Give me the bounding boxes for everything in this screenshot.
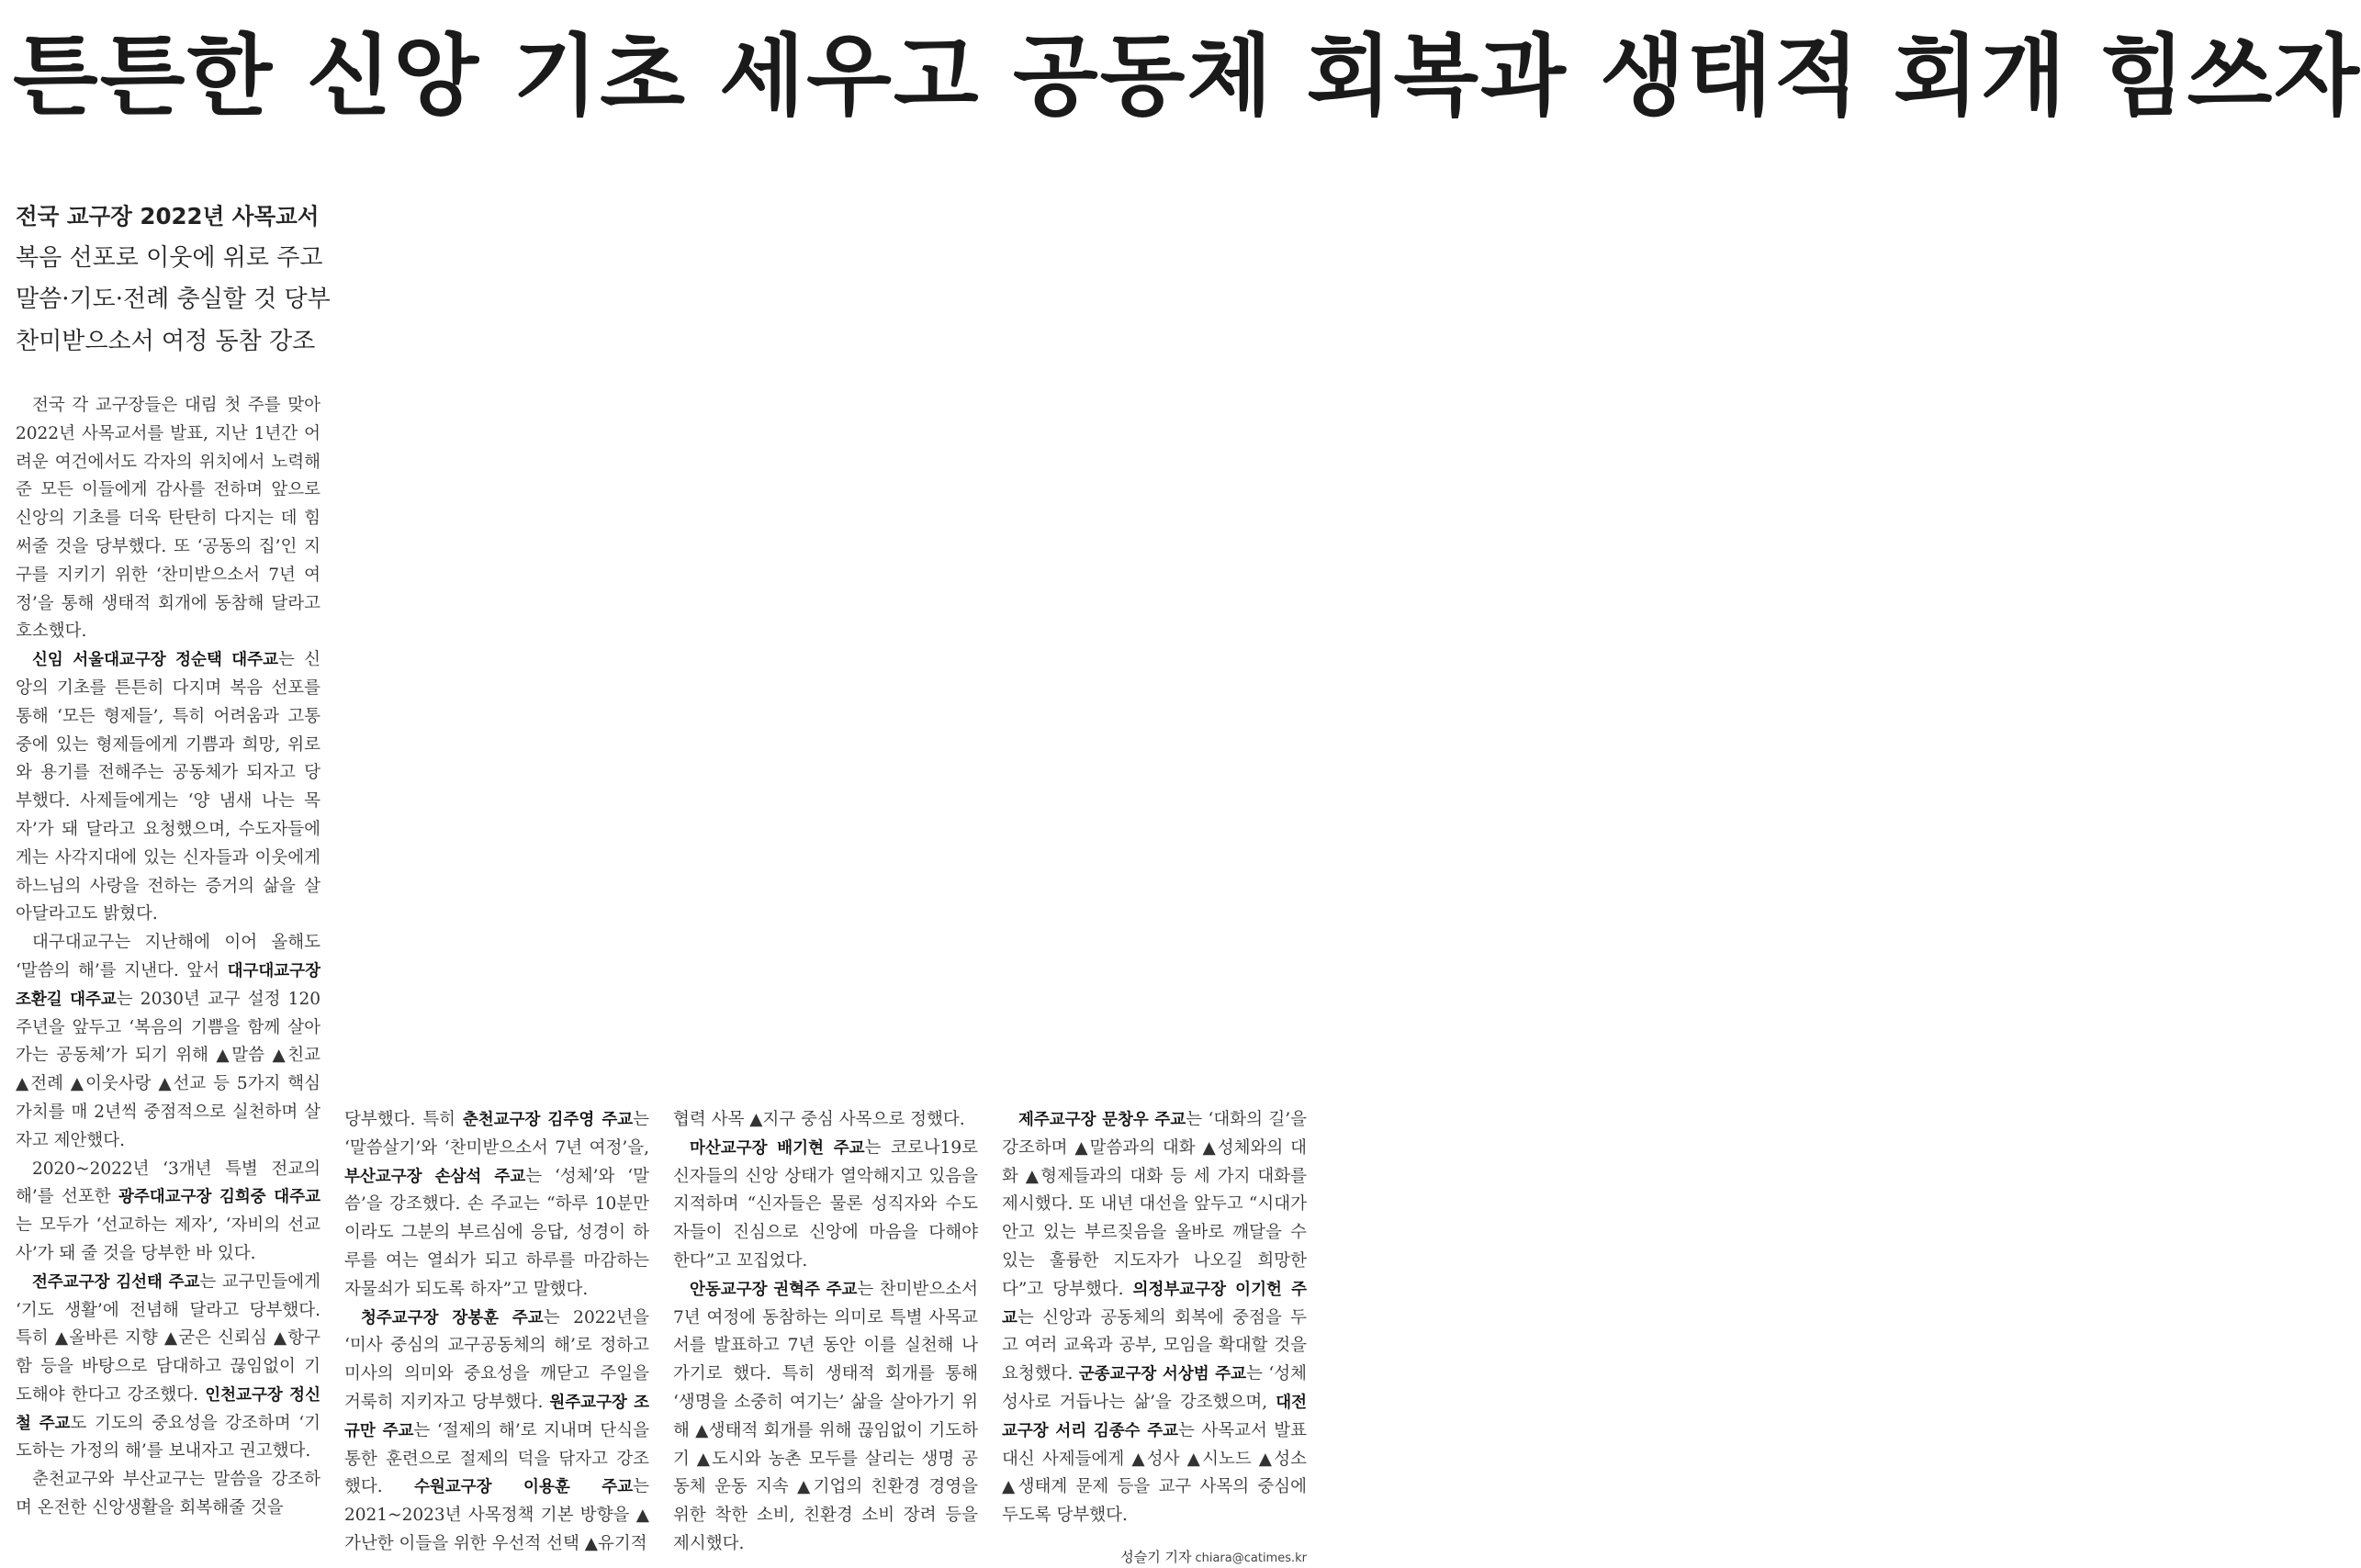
reporter-name: 성슬기 기자 [1120, 1549, 1192, 1565]
highlighted-name: 부산교구장 손삼석 주교 [344, 1167, 526, 1186]
highlighted-name: 신임 서울대교구장 정순택 대주교 [32, 651, 279, 670]
highlighted-name: 군종교구장 서상범 주교 [1078, 1365, 1247, 1384]
article-paragraph [344, 1106, 649, 1305]
article-paragraph [16, 1466, 320, 1523]
article-paragraph [16, 1156, 320, 1269]
highlighted-name: 대구대교구장 조환길 대주교 [16, 961, 320, 1009]
article-paragraph [1002, 1106, 1307, 1530]
highlighted-name: 제주교구장 문창우 주교 [1018, 1111, 1186, 1129]
paragraph-text: 2020~2022년 ‘3개년 특별 전교의 해’를 선포한 [16, 1159, 320, 1207]
paragraph-text: 는 사목교서 발표 대신 사제들에게 ▲성사 ▲시노드 ▲성소 ▲생태계 문제 등을 교구 사목의 중심에 두도록 당부했다. [1002, 1420, 1307, 1526]
article-paragraph [673, 1106, 978, 1135]
article-paragraph [344, 1305, 649, 1559]
highlighted-name: 원주교구장 조규만 주교 [344, 1393, 649, 1440]
highlighted-name: 안동교구장 권혁주 주교 [690, 1280, 858, 1299]
paragraph-text: 춘천교구와 부산교구는 말씀을 강조하며 온전한 신앙생활을 회복해줄 것을 [16, 1470, 320, 1518]
article-column-2 [344, 1106, 649, 1559]
paragraph-text: 협력 사목 ▲지구 중심 사목으로 정했다. [673, 1110, 965, 1129]
highlighted-name: 춘천교구장 김주영 주교 [462, 1111, 634, 1129]
paragraph-text: 당부했다. 특히 [344, 1110, 463, 1129]
highlighted-name: 마산교구장 배기현 주교 [690, 1138, 865, 1158]
highlighted-name: 대전교구장 서리 김종수 주교 [1002, 1393, 1307, 1440]
article-paragraph [673, 1276, 978, 1559]
paragraph-text: 전국 각 교구장들은 대림 첫 주를 맞아 2022년 사목교서를 발표, 지난 1년간 어려운 여건에서도 각자의 위치에서 노력해준 모든 이들에게 감사를 전하며 앞으로 신앙의 기초를 더욱 탄탄히 다지는 데 힘써줄 것을 당부했다. 또 ‘공동의 집’인 지구를 지키기 위한 ‘찬미받으소서 7년 여정’을 통해 생태적 회개에 동참해 달라고 호소했다. [16, 396, 320, 642]
article-column-3 [673, 1106, 978, 1559]
paragraph-text: 는 교구민들에게 ‘기도 생활’에 전념해 달라고 당부했다. 특히 ▲올바른 지향 ▲굳은 신뢰심 ▲항구함 등을 바탕으로 담대하고 끊임없이 기도해야 한다고 강조했다. [16, 1271, 320, 1405]
paragraph-text: 는 ‘성체’와 ‘말씀’을 강조했다. 손 주교는 “하루 10분만이라도 그분의 부르심에 응답, 성경이 하루를 여는 열쇠가 되고 하루를 마감하는 자물쇠가 되도록 하자”고 말했다. [344, 1166, 649, 1299]
headline: 튼튼한 신앙 기초 세우고 공동체 회복과 생태적 회개 힘쓰자 [13, 25, 2361, 128]
paragraph-text: 는 모두가 ‘선교하는 제자’, ‘자비의 선교사’가 돼 줄 것을 당부한 바 있다. [16, 1215, 320, 1263]
paragraph-text: 는 찬미받으소서 7년 여정에 동참하는 의미로 특별 사목교서를 발표하고 7년 동안 이를 실천해 나가기로 했다. 특히 생태적 회개를 통해 ‘생명을 소중히 여기는’ 삶을 살아가기 위해 ▲생태적 회개를 위해 끊임없이 기도하기 ▲도시와 농촌 모두를 살리는 생명 공동체 운동 지속 ▲기업의 친환경 경영을 위한 착한 소비, 친환경 소비 장려 등을 제시했다. [673, 1279, 978, 1553]
article-paragraph [16, 646, 320, 929]
article-paragraph [16, 929, 320, 1155]
paragraph-text: 도 기도의 중요성을 강조하며 ‘기도하는 가정의 해’를 보내자고 권고했다. [16, 1413, 320, 1462]
article-column-4 [1002, 1106, 1307, 1530]
paragraph-text: 는 신앙의 기초를 튼튼히 다지며 복음 선포를 통해 ‘모든 형제들’, 특히 어려움과 고통 중에 있는 형제들에게 기쁨과 희망, 위로와 용기를 전해주는 공동체가 되자고 당부했다. 사제들에게는 ‘양 냄새 나는 목자’가 돼 달라고 요청했으며, 수도자들에게는 사각지대에 있는 신자들과 이웃에게 하느님의 사랑을 전하는 증거의 삶을 살아달라고도 밝혔다. [16, 650, 320, 924]
byline [1002, 1548, 1307, 1568]
highlighted-name: 전주교구장 김선태 주교 [32, 1272, 200, 1292]
highlighted-name: 청주교구장 장봉훈 주교 [361, 1308, 544, 1327]
paragraph-text: 는 ‘말씀살기’와 ‘찬미받으소서 7년 여정’을, [344, 1110, 650, 1158]
highlighted-name: 수원교구장 이용훈 주교 [413, 1478, 634, 1497]
deck-line: 말씀·기도·전례 충실할 것 당부 [16, 286, 331, 313]
subheadline-deck [16, 196, 331, 363]
paragraph-text: 는 ‘성체성사로 거듭나는 삶’을 강조했으며, [1002, 1364, 1308, 1412]
deck-line: 전국 교구장 2022년 사목교서 [16, 203, 320, 230]
paragraph-text: 는 2030년 교구 설정 120주년을 앞두고 ‘복음의 기쁨을 함께 살아가는 공동체’가 되기 위해 ▲말씀 ▲친교 ▲전례 ▲이웃사랑 ▲선교 등 5가지 핵심가치를 매 2년씩 중점적으로 실천하며 살자고 제안했다. [16, 989, 320, 1150]
deck-line: 복음 선포로 이웃에 위로 주고 [16, 243, 323, 272]
article-paragraph [16, 392, 320, 646]
highlighted-name: 광주대교구장 김희중 대주교 [118, 1188, 321, 1207]
article-paragraph [673, 1135, 978, 1276]
reporter-email: chiara@catimes.kr [1195, 1551, 1307, 1565]
paragraph-text: 는 ‘절제의 해’로 지내며 단식을 통한 훈련으로 절제의 덕을 닦자고 강조했다. [344, 1420, 649, 1497]
paragraph-text: 는 2021~2023년 사목정책 기본 방향을 ▲가난한 이들을 위한 우선적 선택 ▲유기적 [344, 1477, 649, 1553]
highlighted-name: 의정부교구장 이기헌 주교 [1002, 1280, 1307, 1327]
paragraph-text: 는 코로나19로 신자들의 신앙 상태가 열악해지고 있음을 지적하며 “신자들은 물론 성직자와 수도자들이 진심으로 신앙에 마음을 다해야 한다”고 꼬집었다. [673, 1137, 979, 1271]
article-paragraph [16, 1269, 320, 1467]
highlighted-name: 인천교구장 정신철 주교 [16, 1385, 320, 1433]
paragraph-text: 는 ‘대화의 길’을 강조하며 ▲말씀과의 대화 ▲성체와의 대화 ▲형제들과의 대화 등 세 가지 대화를 제시했다. 또 내년 대선을 앞두고 “시대가 안고 있는 부르짖음을 올바로 깨달을 수 있는 훌륭한 지도자가 나오길 희망한다”고 당부했다. [1002, 1110, 1308, 1299]
deck-line: 찬미받으소서 여정 동참 강조 [16, 327, 316, 355]
paragraph-text: 는 2022년을 ‘미사 중심의 교구공동체의 해’로 정하고 미사의 의미와 중요성을 깨닫고 주일을 거룩히 지키자고 당부했다. [344, 1307, 650, 1412]
paragraph-text: 대구대교구는 지난해에 이어 올해도 ‘말씀의 해’를 지낸다. 앞서 [16, 933, 320, 980]
paragraph-text: 는 신앙과 공동체의 회복에 중점을 두고 여러 교육과 공부, 모임을 확대할 것을 요청했다. [1002, 1307, 1307, 1384]
article-column-1 [16, 392, 320, 1523]
